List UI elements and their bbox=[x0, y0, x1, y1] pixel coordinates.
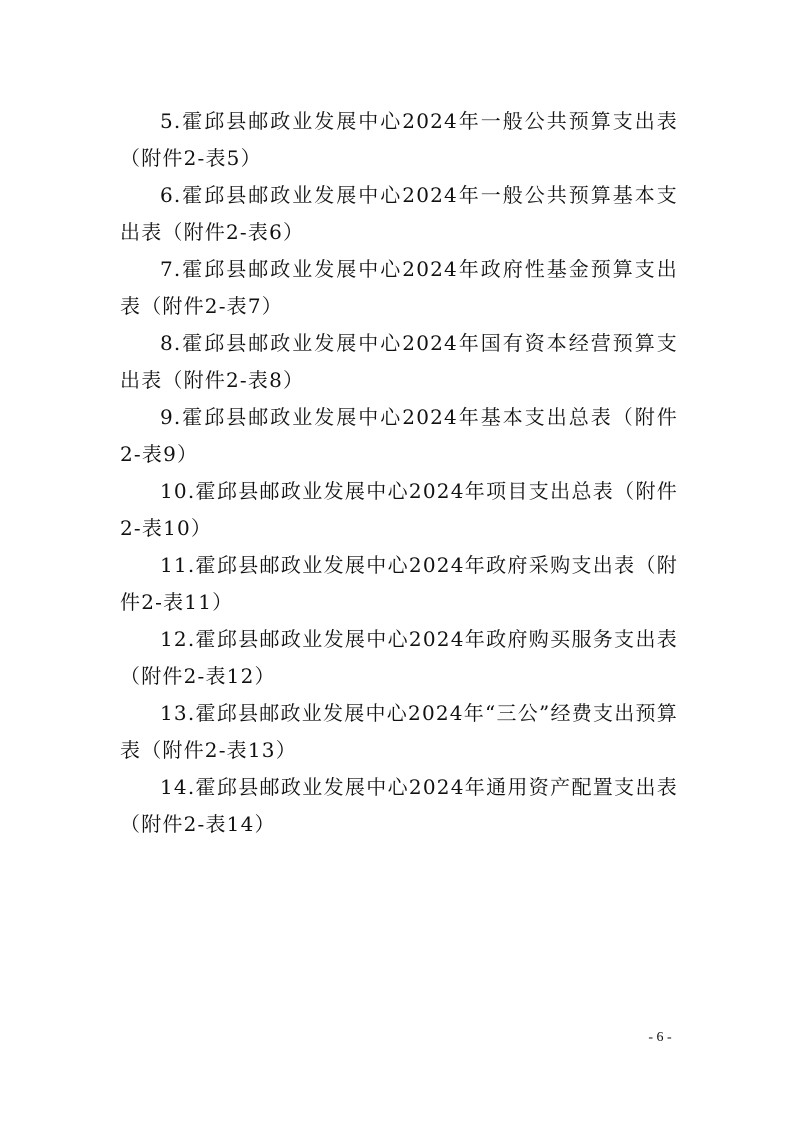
list-item: 14.霍邱县邮政业发展中心2024年通用资产配置支出表（附件2-表14） bbox=[120, 775, 678, 836]
list-item: 10.霍邱县邮政业发展中心2024年项目支出总表（附件2-表10） bbox=[120, 479, 678, 540]
attachment-list bbox=[120, 103, 678, 843]
list-item: 12.霍邱县邮政业发展中心2024年政府购买服务支出表（附件2-表12） bbox=[120, 627, 678, 688]
list-item: 9.霍邱县邮政业发展中心2024年基本支出总表（附件2-表9） bbox=[120, 405, 678, 466]
list-item: 13.霍邱县邮政业发展中心2024年“三公”经费支出预算表（附件2-表13） bbox=[120, 701, 678, 762]
list-item: 8.霍邱县邮政业发展中心2024年国有资本经营预算支出表（附件2-表8） bbox=[120, 331, 678, 392]
page-number: - 6 - bbox=[648, 1030, 672, 1045]
list-item: 11.霍邱县邮政业发展中心2024年政府采购支出表（附件2-表11） bbox=[120, 553, 678, 614]
list-item: 5.霍邱县邮政业发展中心2024年一般公共预算支出表（附件2-表5） bbox=[120, 109, 678, 170]
list-item: 6.霍邱县邮政业发展中心2024年一般公共预算基本支出表（附件2-表6） bbox=[120, 183, 678, 244]
list-item: 7.霍邱县邮政业发展中心2024年政府性基金预算支出表（附件2-表7） bbox=[120, 257, 678, 318]
